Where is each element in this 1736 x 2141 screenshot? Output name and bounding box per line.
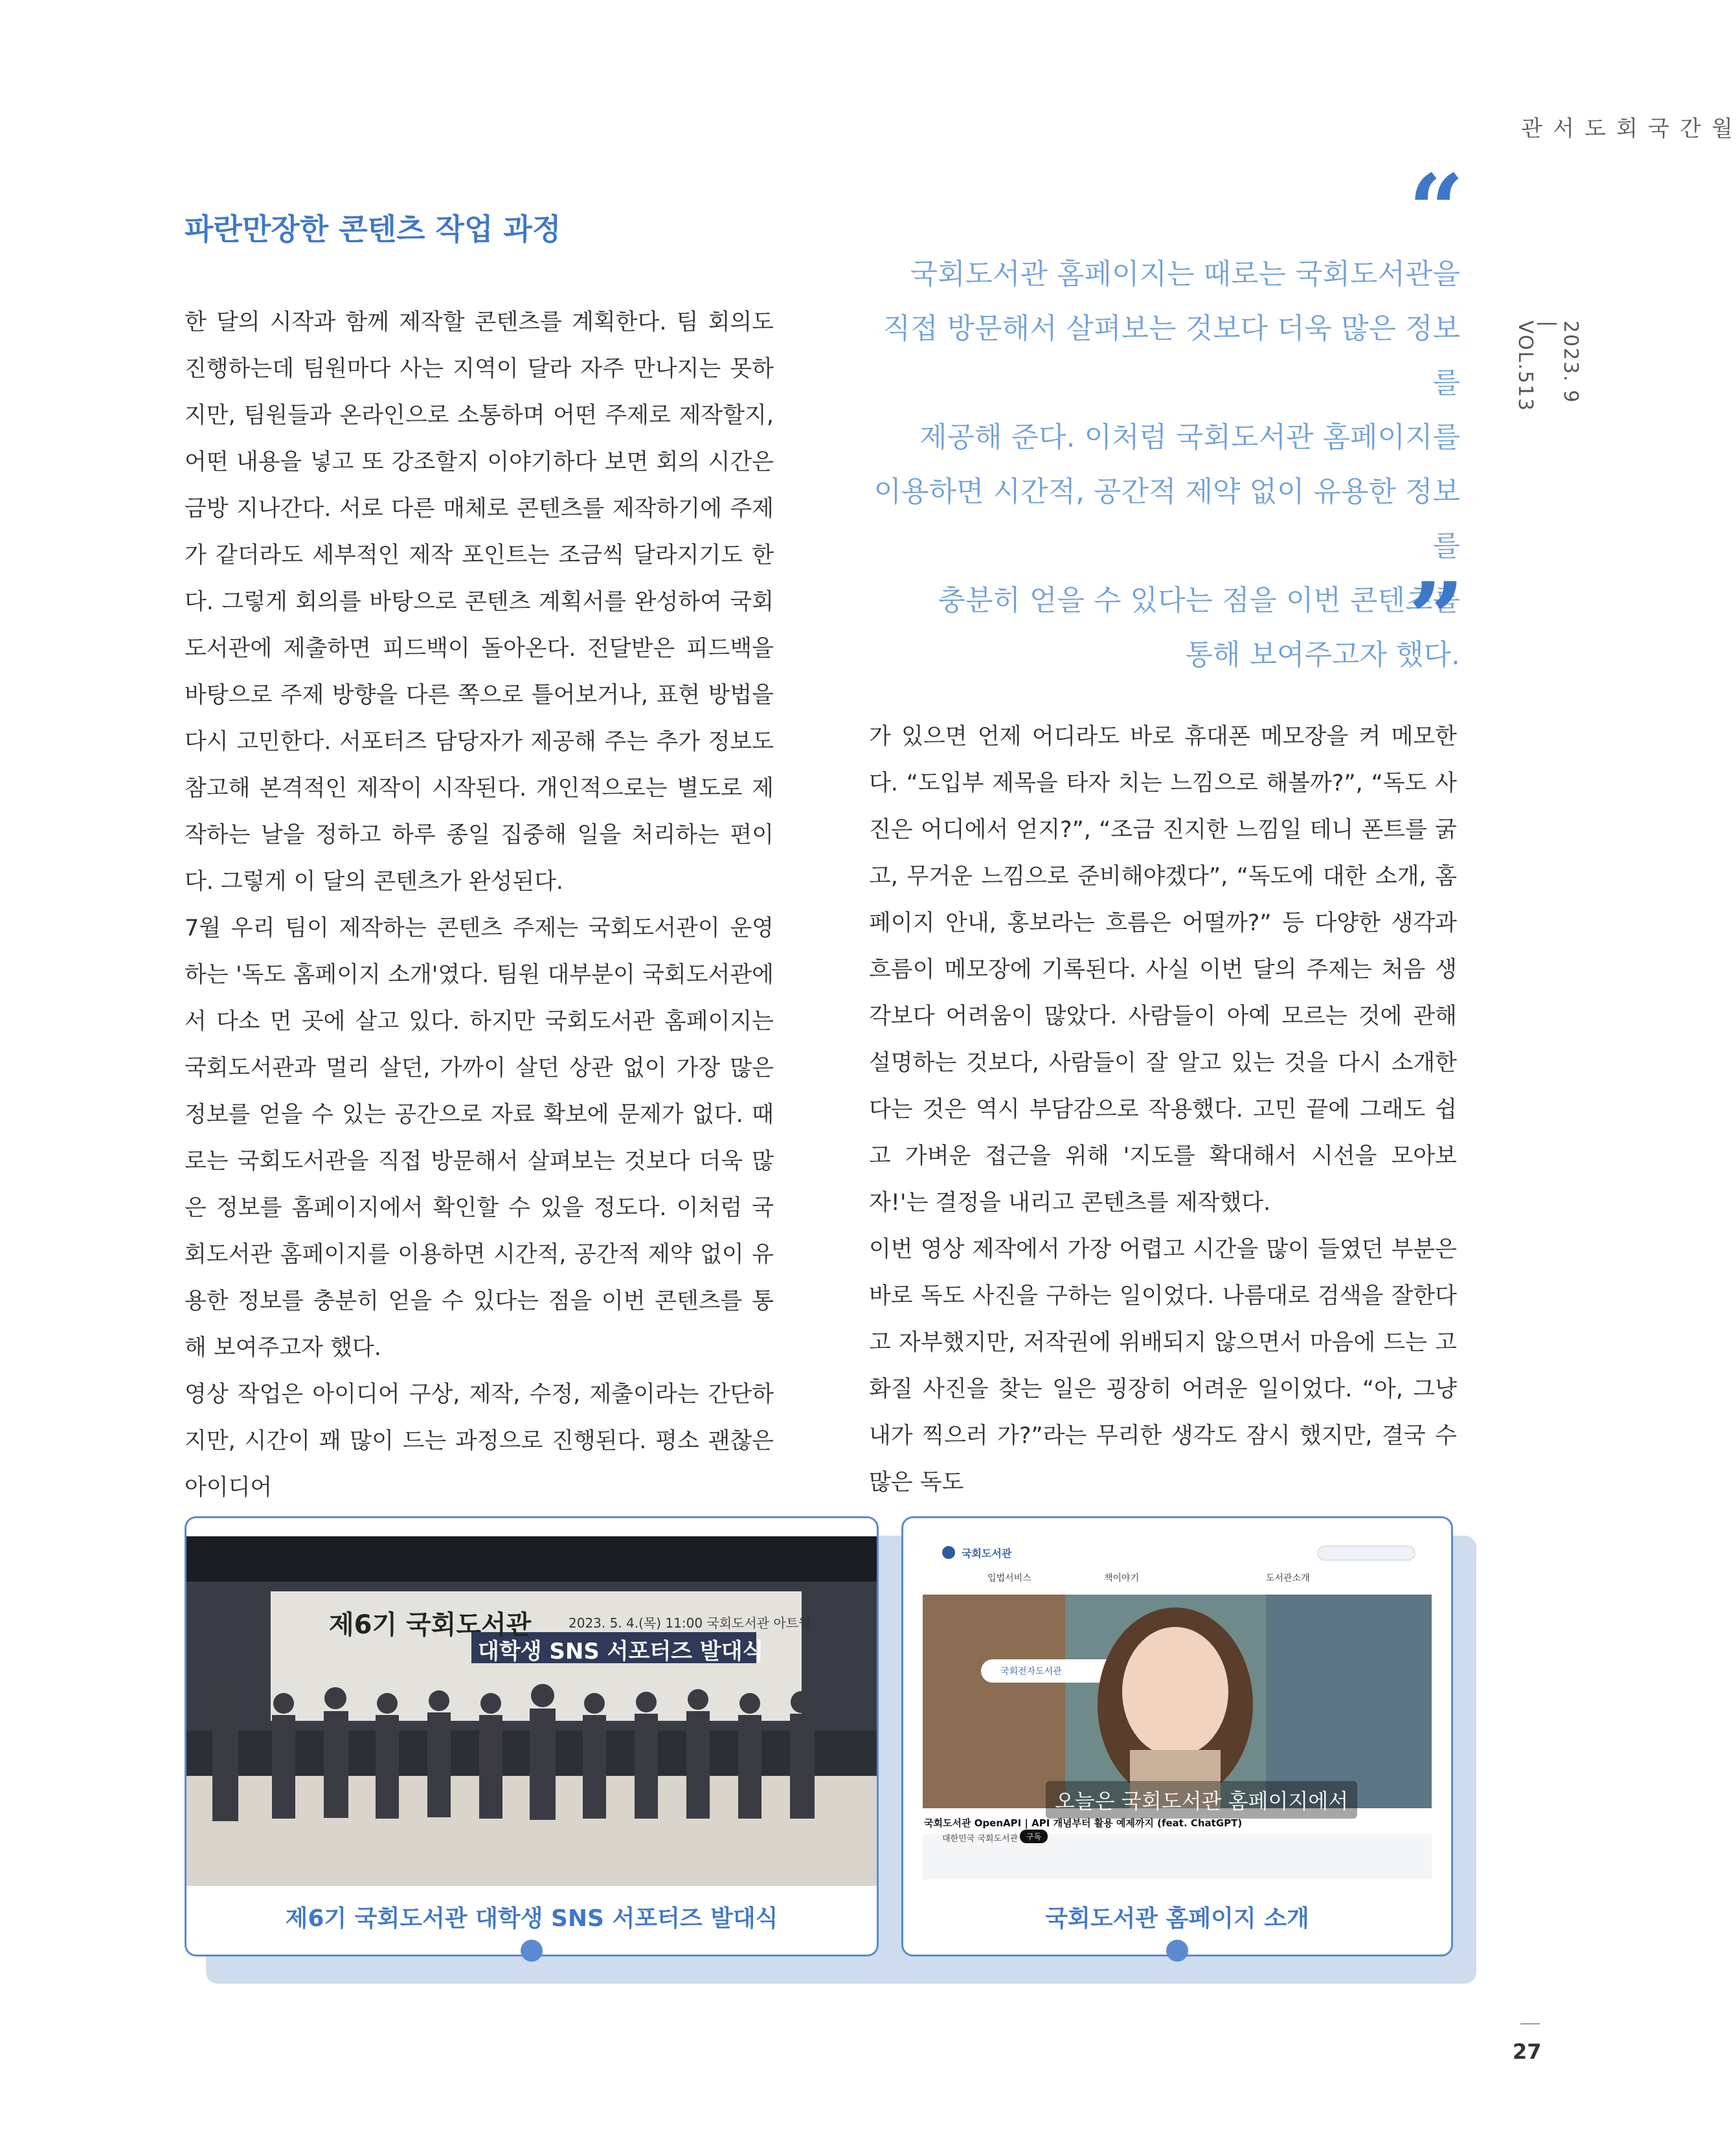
website-screenshot: [903, 1536, 1451, 1886]
menu-item: 책이야기: [1104, 1573, 1140, 1584]
site-name: 국회도서관: [962, 1547, 1012, 1560]
page-number: 27: [1513, 2039, 1542, 2064]
card-dot: [521, 1940, 543, 1962]
quote-line: 직접 방문해서 살펴보는 것보다 더욱 많은 정보를: [883, 312, 1460, 399]
left-column: [185, 299, 774, 1511]
page-number-rule: [1520, 2023, 1540, 2024]
photo-caption: 국회도서관 홈페이지 소개: [1045, 1905, 1309, 1932]
quote-line: 국회도서관 홈페이지는 때로는 국회도서관을: [910, 258, 1460, 291]
menu-item: 입법서비스: [987, 1573, 1031, 1584]
quote-line: 통해 보여주고자 했다.: [1185, 638, 1460, 671]
menu-item: 도서관소개: [1266, 1573, 1310, 1584]
magazine-name: 월간 국회도서관: [1516, 117, 1733, 140]
quote-line: 이용하면 시간적, 공간적 제약 없이 유용한 정보를: [874, 475, 1460, 563]
subscribe-button: 구독: [1020, 1830, 1048, 1843]
paragraph: 7월 우리 팀이 제작하는 콘텐츠 주제는 국회도서관이 운영하는 '독도 홈페이지 소개'였다. 팀원 대부분이 국회도서관에서 다소 먼 곳에 살고 있다. 하지만 국회도서관 홈페이지는 국회도서관과 멀리 살던, 가까이 살던 상관 없이 가장 많은 정보를 얻을 수 있는 공간으로 자료 확보에 문제가 없다. 때로는 국회도서관을 직접 방문해서 살펴보는 것보다 더욱 많은 정보를 홈페이지에서 확인할 수 있을 정도다. 이처럼 국회도서관 홈페이지를 이용하면 시간적, 공간적 제약 없이 유용한 정보를 충분히 얻을 수 있다는 점을 이번 콘텐츠를 통해 보여주고자 했다.: [185, 915, 774, 1361]
close-quote-icon: ”: [1408, 561, 1465, 675]
issue-info: 2023. 9 | VOL.513: [1514, 320, 1582, 412]
section-title: 파란만장한 콘텐츠 작업 과정: [185, 212, 561, 247]
video-title: 국회도서관 OpenAPI | API 개념부터 활용 예제까지 (feat. ChatGPT): [924, 1817, 1243, 1829]
open-quote-icon: “: [1408, 153, 1465, 267]
quote-line: 충분히 얻을 수 있다는 점을 이번 콘텐츠를: [938, 584, 1460, 617]
right-column: [869, 713, 1457, 1506]
paragraph: 한 달의 시작과 함께 제작할 콘텐츠를 계획한다. 팀 회의도 진행하는데 팀원마다 사는 지역이 달라 자주 만나지는 못하지만, 팀원들과 온라인으로 소통하며 어떤 주제로 제작할지, 어떤 내용을 넣고 또 강조할지 이야기하다 보면 회의 시간은 금방 지나간다. 서로 다른 매체로 콘텐츠를 제작하기에 주제가 같더라도 세부적인 제작 포인트는 조금씩 달라지기도 한다. 그렇게 회의를 바탕으로 콘텐츠 계획서를 완성하여 국회도서관에 제출하면 피드백이 돌아온다. 전달받은 피드백을 바탕으로 주제 방향을 다른 쪽으로 틀어보거나, 표현 방법을 다시 고민한다. 서포터즈 담당자가 제공해 주는 추가 정보도 참고해 본격적인 제작이 시작된다. 개인적으로는 별도로 제작하는 날을 정하고 하루 종일 집중해 일을 처리하는 편이다. 그렇게 이 달의 콘텐츠가 완성된다.: [185, 309, 774, 895]
screen-title: 제6기 국회도서관: [329, 1610, 532, 1640]
quote-line: 제공해 준다. 이처럼 국회도서관 홈페이지를: [919, 421, 1460, 454]
paragraph: 가 있으면 언제 어디라도 바로 휴대폰 메모장을 켜 메모한다. “도입부 제목을 타자 치는 느낌으로 해볼까?”, “독도 사진은 어디에서 얻지?”, “조금 진지한 느낌일 테니 폰트를 굵고, 무거운 느낌으로 준비해야겠다”, “독도에 대한 소개, 홈페이지 안내, 홍보라는 흐름은 어떨까?” 등 다양한 생각과 흐름이 메모장에 기록된다. 사실 이번 달의 주제는 처음 생각보다 어려움이 많았다. 사람들이 아예 모르는 것에 관해 설명하는 것보다, 사람들이 잘 알고 있는 것을 다시 소개한다는 것은 역시 부담감으로 작용했다. 고민 끝에 그래도 쉽고 가벼운 접근을 위해 '지도를 확대해서 시선을 모아보자!'는 결정을 내리고 콘텐츠를 제작했다.: [869, 724, 1457, 1216]
screen-banner: 대학생 SNS 서포터즈 발대식: [478, 1639, 764, 1665]
photo-card-event: [185, 1516, 879, 1956]
search-hint: 국회전자도서관: [1000, 1666, 1062, 1677]
screen-date: 2023. 5. 4.(목) 11:00 국회도서관 아트월: [569, 1615, 811, 1631]
photo-caption: 제6기 국회도서관 대학생 SNS 서포터즈 발대식: [285, 1905, 778, 1932]
channel-name: 대한민국 국회도서관: [942, 1834, 1019, 1844]
event-photo: [186, 1536, 877, 1886]
card-dot: [1166, 1940, 1188, 1962]
video-subtitle: 오늘은 국회도서관 홈페이지에서: [1046, 1781, 1357, 1819]
photo-card-website: [901, 1516, 1453, 1956]
pull-quote: [871, 247, 1460, 682]
paragraph: 이번 영상 제작에서 가장 어렵고 시간을 많이 들였던 부분은 바로 독도 사진을 구하는 일이었다. 나름대로 검색을 잘한다고 자부했지만, 저작권에 위배되지 않으면서 마음에 드는 고화질 사진을 찾는 일은 굉장히 어려운 일이었다. “아, 그냥 내가 찍으러 가?”라는 무리한 생각도 잠시 했지만, 결국 수많은 독도: [869, 1237, 1457, 1496]
paragraph: 영상 작업은 아이디어 구상, 제작, 수정, 제출이라는 간단하지만, 시간이 꽤 많이 드는 과정으로 진행된다. 평소 괜찮은 아이디어: [185, 1382, 774, 1501]
